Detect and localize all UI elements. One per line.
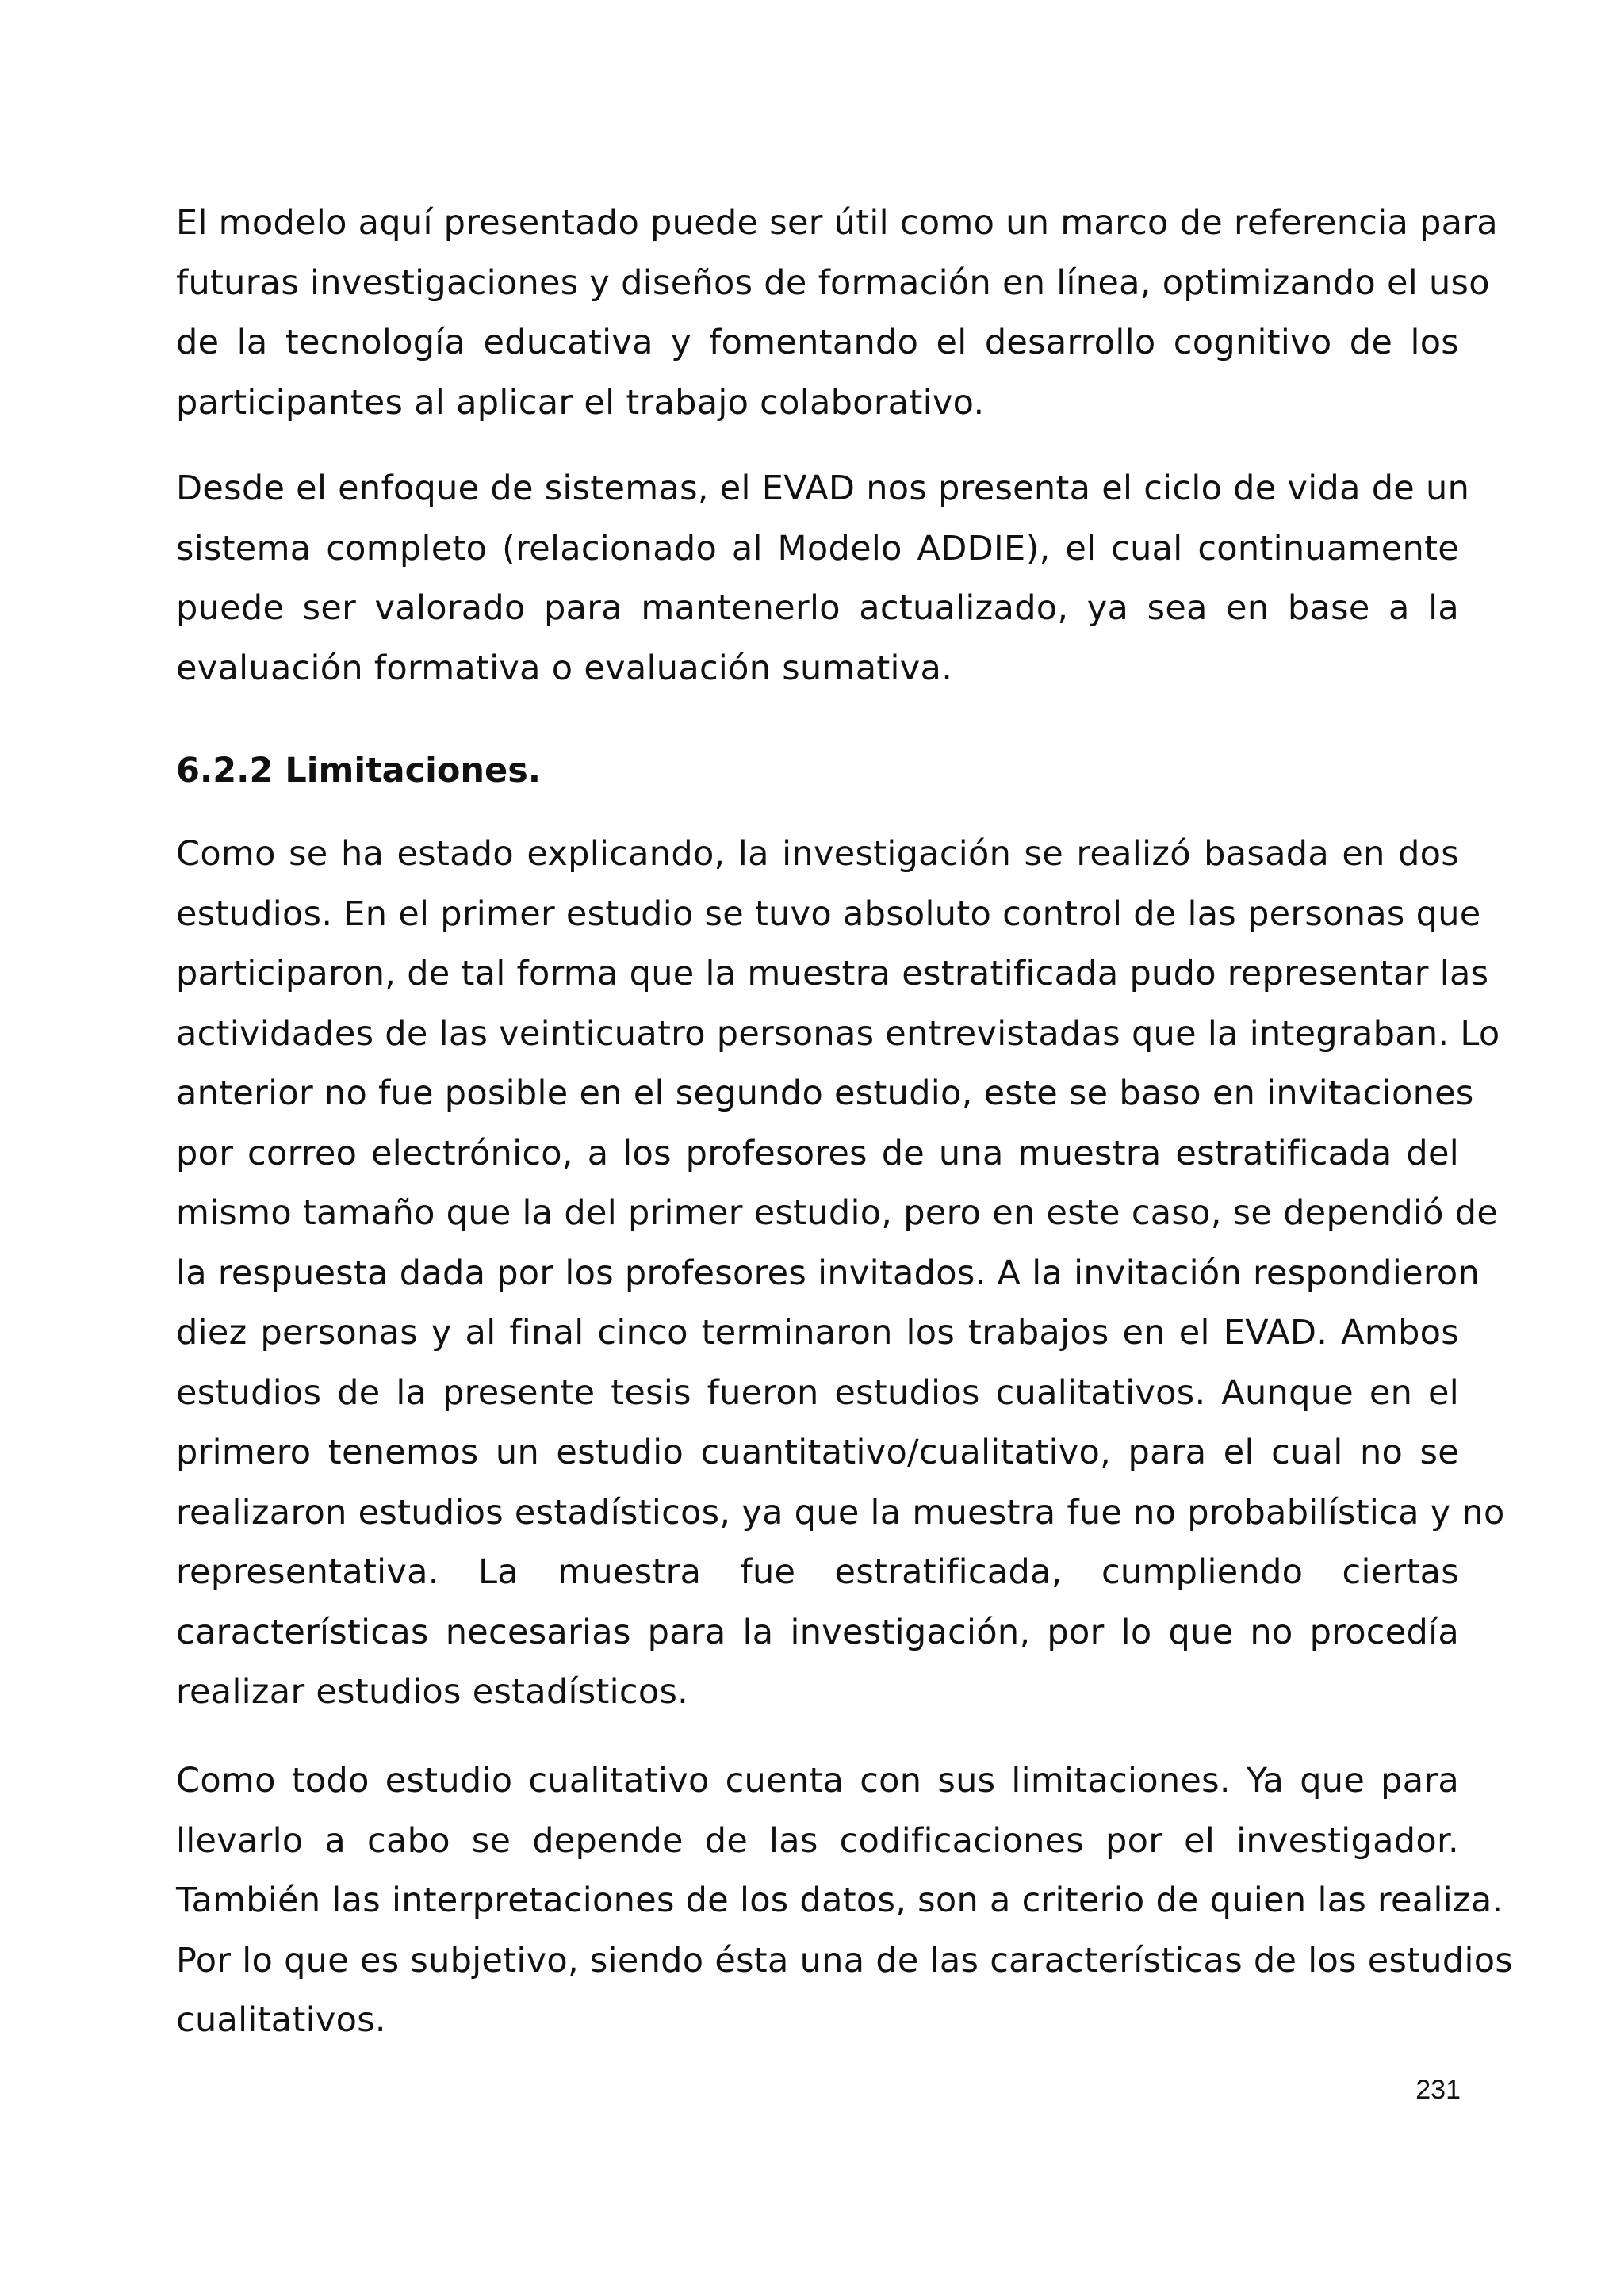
text-line: participantes al aplicar el trabajo colaborativo. xyxy=(176,382,985,423)
paragraph-intro-model xyxy=(176,193,1498,433)
text-line: futuras investigaciones y diseños de formación en línea, optimizando el uso xyxy=(176,262,1490,303)
text-line: puede ser valorado para mantenerlo actualizado, ya sea en base a la xyxy=(176,588,1459,628)
section-heading: 6.2.2 Limitaciones. xyxy=(176,751,542,790)
text-line: diez personas y al final cinco terminaron los trabajos en el EVAD. Ambos xyxy=(176,1313,1459,1353)
text-line: representativa. La muestra fue estratificada, cumpliendo ciertas xyxy=(176,1552,1459,1592)
text-line: sistema completo (relacionado al Modelo ADDIE), el cual continuamente xyxy=(176,528,1459,568)
text-line: El modelo aquí presentado puede ser útil como un marco de referencia para xyxy=(176,203,1498,243)
text-line: estudios de la presente tesis fueron estudios cualitativos. Aunque en el xyxy=(176,1372,1459,1413)
text-line: actividades de las veinticuatro personas entrevistadas que la integraban. Lo xyxy=(176,1013,1500,1054)
text-line: características necesarias para la investigación, por lo que no procedía xyxy=(176,1612,1459,1652)
paragraph-studies-explanation xyxy=(176,825,1505,1723)
text-line: de la tecnología educativa y fomentando el desarrollo cognitivo de los xyxy=(176,323,1459,362)
text-line: Desde el enfoque de sistemas, el EVAD nos presenta el ciclo de vida de un xyxy=(176,469,1470,508)
text-line: mismo tamaño que la del primer estudio, pero en este caso, se dependió de xyxy=(176,1193,1499,1233)
text-line: cualitativos. xyxy=(176,2000,386,2040)
text-line: Por lo que es subjetivo, siendo ésta una de las características de los estudios xyxy=(176,1940,1514,1980)
text-line: realizaron estudios estadísticos, ya que la muestra fue no probabilística y no xyxy=(176,1492,1505,1533)
paragraph-qualitative-limitations xyxy=(176,1751,1514,2051)
text-line: participaron, de tal forma que la muestra estratificada pudo representar las xyxy=(176,954,1489,993)
text-line: evaluación formativa o evaluación sumativa. xyxy=(176,648,953,688)
text-line: por correo electrónico, a los profesores de una muestra estratificada del xyxy=(176,1133,1459,1173)
text-line: llevarlo a cabo se depende de las codificaciones por el investigador. xyxy=(176,1820,1459,1861)
text-line: estudios. En el primer estudio se tuvo absoluto control de las personas que xyxy=(176,894,1481,934)
text-line: anterior no fue posible en el segundo estudio, este se baso en invitaciones xyxy=(176,1073,1474,1113)
text-line: primero tenemos un estudio cuantitativo/cualitativo, para el cual no se xyxy=(176,1433,1459,1472)
paragraph-systems-approach xyxy=(176,459,1470,698)
page-number: 231 xyxy=(1415,2075,1461,2105)
text-line: También las interpretaciones de los datos, son a criterio de quien las realiza. xyxy=(176,1881,1503,1920)
text-line: Como se ha estado explicando, la investigación se realizó basada en dos xyxy=(176,834,1459,874)
text-line: Como todo estudio cualitativo cuenta con sus limitaciones. Ya que para xyxy=(176,1761,1459,1800)
text-line: la respuesta dada por los profesores invitados. A la invitación respondieron xyxy=(176,1253,1480,1293)
text-line: realizar estudios estadísticos. xyxy=(176,1672,689,1712)
